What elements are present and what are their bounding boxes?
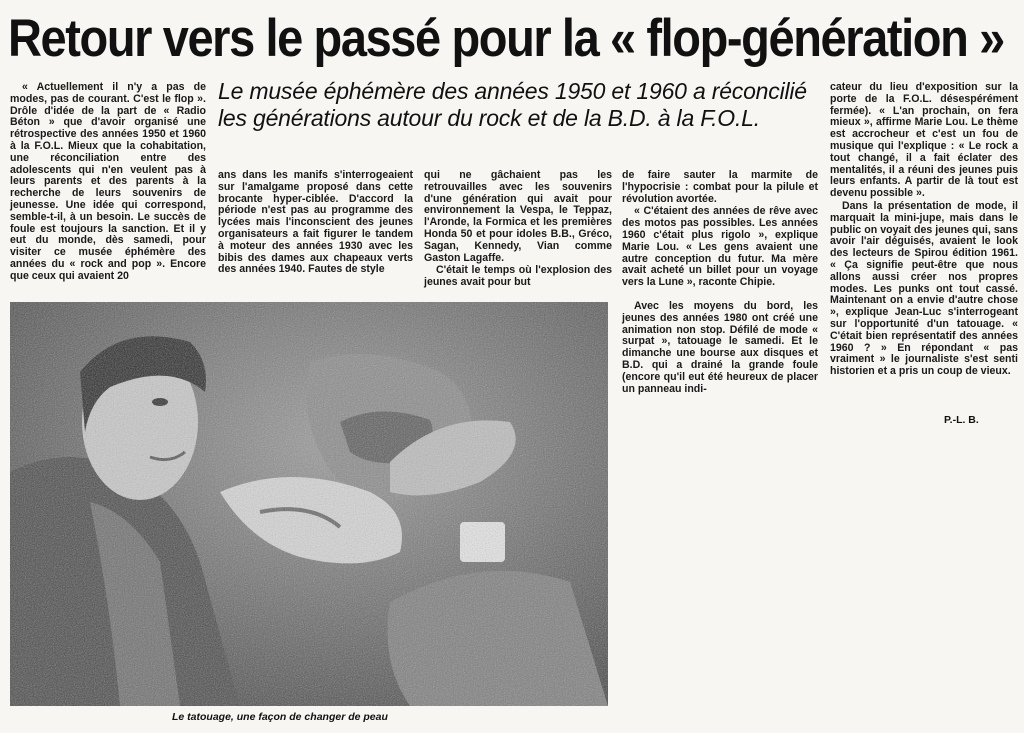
column-5: [830, 82, 1018, 378]
tattoo-photo: [10, 302, 608, 706]
headline: Retour vers le passé pour la « flop-génération »: [8, 7, 1004, 67]
column-5-text-2: Dans la présentation de mode, il marquait la mini-jupe, mais dans le public on voyait des jeunes qui, sans avoir l'air déguisés, avaient le look des lecteurs de Spirou édition 1961. « Ça signifie peut-être que nous allons aussi créer nos propres modes. Les punks ont tout cassé. Maintenant on a envie d'autre chose », explique Jean-Luc s'interrogeant sur l'opportunité d'un tatouage. « C'était bien représentatif des années 1960 ? » En répondant « pas vraiment » le journaliste s'est senti historien et a pris un coup de vieux.: [830, 199, 1018, 378]
column-3: [424, 170, 612, 289]
column-5-text-1: cateur du lieu d'exposition sur la porte de la F.O.L. désespérément fermée). « L'an prochain, on fera mieux », affirme Marie Lou. Le thème est accrocheur et c'est un fou de musique qui l'explique : « Le rock a tout changé, il a fait éclater des mentalités, il a réuni des jeunes puis leurs enfants. A partir de là tout est devenu possible ».: [830, 81, 1018, 200]
column-2: [218, 170, 413, 276]
deck-subtitle: Le musée éphémère des années 1950 et 1960 a réconcilié les générations autour du rock et de la B.D. à la F.O.L.: [218, 78, 807, 131]
column-4-text-3: Avec les moyens du bord, les jeunes des années 1980 ont créé une animation non stop. Défilé de mode « surpat », tatouage le samedi. Et le dimanche une bourse aux disques et B.D. qui a drainé la grande foule (encore qu'il eut été heureux de placer un panneau indi-: [622, 299, 818, 395]
tattoo-photo-illustration: [10, 302, 608, 706]
author-signature: P.-L. B.: [944, 414, 979, 426]
column-3-text-2: C'était le temps où l'explosion des jeunes avait pour but: [424, 264, 612, 289]
column-3-text-1: qui ne gâchaient pas les retrouvailles avec les souvenirs d'une génération qui avait pour environnement la Vespa, le Teppaz, l'Aronde, la Formica et les premières Honda 50 et pour idoles B.B., Gréco, Sagan, Kennedy, Vian comme Gaston Lagaffe.: [424, 169, 612, 264]
column-1-text: « Actuellement il n'y a pas de modes, pas de courant. C'est le flop ». Drôle d'idée de la part de « Radio Béton » que d'avoir organisé une rétrospective des années 1950 et 1960 à la F.O.L. Mieux que la cohabitation, une réconciliation entre des adolescents qui n'en veulent pas à leurs parents et des parents à la recherche de leurs souvenirs de jeunesse. Une idée qui correspond, semble-t-il, à un besoin. Le succès de foule est toujours la sanction. Et il y eut du monde, dès samedi, pour visiter ce musée éphémère des années du « rock and pop ». Encore que ceux qui avaient 20: [10, 81, 206, 282]
column-4: [622, 170, 818, 395]
column-1: [10, 82, 206, 283]
column-4-text-1: de faire sauter la marmite de l'hypocrisie : combat pour la pilule et révolution avortée.: [622, 169, 818, 205]
photo-caption: Le tatouage, une façon de changer de peau: [172, 711, 388, 723]
column-2-text: ans dans les manifs s'interrogeaient sur l'amalgame proposé dans cette brocante hyper-ciblée. D'accord la période n'est pas au programme des lycées mais l'inconscient des jeunes organisateurs a fait figurer le tandem à moteur des années 1930 avec les bibis des dames aux chapeaux verts des années 1940. Fautes de style: [218, 169, 413, 276]
column-4-text-2: « C'étaient des années de rêve avec des motos pas possibles. Les années 1960 c'était plus rigolo », explique Marie Lou. « Les gens avaient une autre conception du futur. Ma mère avait acheté un billet pour un voyage vers la Lune », raconte Chipie.: [622, 205, 818, 289]
